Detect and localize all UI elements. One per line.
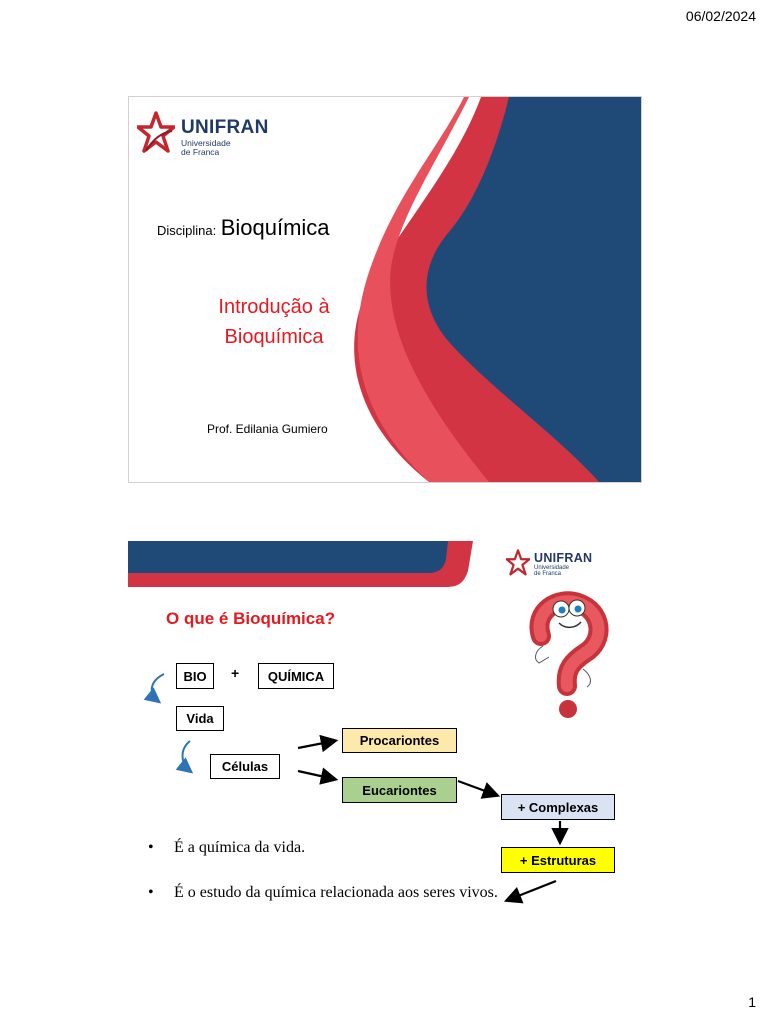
logo-name: UNIFRAN <box>534 551 593 565</box>
box-complexas: + Complexas <box>501 794 615 820</box>
arrow-to-procariontes <box>298 741 334 748</box>
logo-sub-line2: de Franca <box>181 146 220 157</box>
bullet-text: É a química da vida. <box>174 839 306 856</box>
slide-what-is-biochemistry <box>128 541 640 926</box>
curved-arrow-icon <box>183 741 191 771</box>
box-bio: BIO <box>176 663 214 689</box>
logo-sub-line1: Universidade <box>534 565 570 571</box>
logo-sub-line1: Universidade <box>181 138 231 148</box>
logo-name: UNIFRAN <box>181 117 269 138</box>
box-vida: Vida <box>176 706 224 731</box>
discipline-label: Disciplina: <box>157 223 217 238</box>
plus-sign: + <box>231 665 240 681</box>
arrow-to-complexas <box>458 781 496 795</box>
logo-sub-line2: de Franca <box>534 571 562 578</box>
discipline-value: Bioquímica <box>220 215 330 240</box>
bullet-dot: • <box>148 839 154 856</box>
page-number: 1 <box>748 994 756 1010</box>
professor-name: Prof. Edilania Gumiero <box>207 422 328 436</box>
question-heading: O que é Bioquímica? <box>166 609 336 628</box>
box-estruturas: + Estruturas <box>501 847 615 873</box>
curved-arrow-icon <box>152 674 164 701</box>
header-date: 06/02/2024 <box>685 8 756 24</box>
arrow-to-eucariontes <box>298 771 334 779</box>
box-celulas: Células <box>210 754 280 779</box>
star-logo-icon <box>137 111 175 155</box>
bullet-dot: • <box>148 884 154 901</box>
title-line1: Introdução à <box>218 296 330 318</box>
box-quimica: QUÍMICA <box>258 663 334 689</box>
discipline <box>157 215 330 241</box>
slide-title-text <box>189 292 359 352</box>
box-eucariontes: Eucariontes <box>342 777 457 803</box>
bullet-text: É o estudo da química relacionada aos seres vivos. <box>174 884 498 901</box>
box-procariontes: Procariontes <box>342 728 457 753</box>
title-line2: Bioquímica <box>224 326 324 348</box>
slide-title <box>128 96 642 483</box>
arrow-to-bullet <box>508 881 556 900</box>
